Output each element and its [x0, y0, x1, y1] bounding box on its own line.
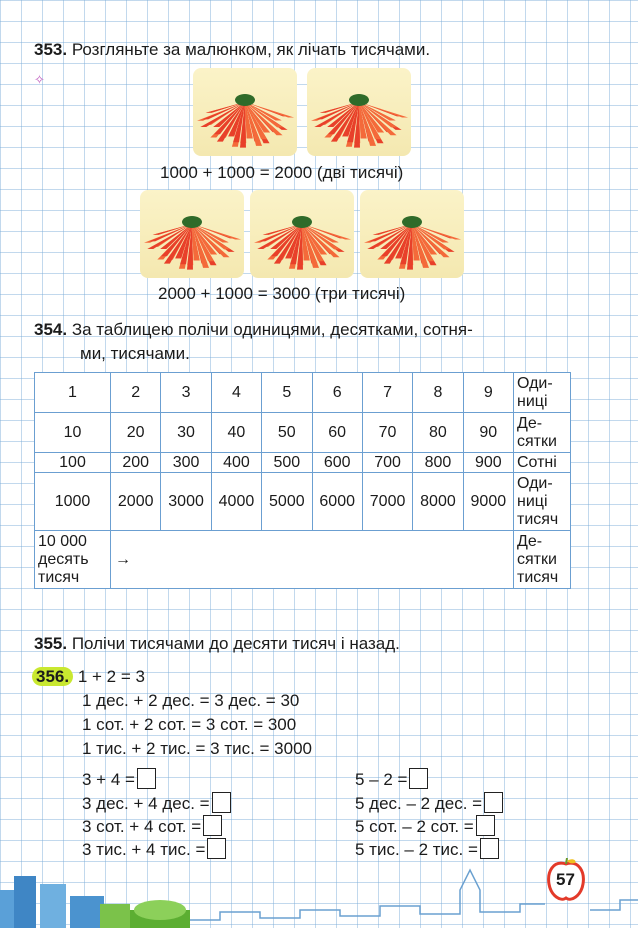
- table-cell: 20: [111, 413, 161, 453]
- table-cell: 500: [262, 453, 312, 473]
- example-line: 1 тис. + 2 тис. = 3 тис. = 3000: [82, 739, 312, 758]
- task-text: Розгляньте за малюнком, як лічать тисячами.: [71, 40, 431, 59]
- star-icon: ✧: [34, 72, 45, 87]
- bundle-knot: [182, 216, 202, 228]
- table-cell: 2: [111, 373, 161, 413]
- unit-label-cell: Де- сятки тисяч: [514, 531, 571, 589]
- arrow-cell: →: [111, 531, 514, 589]
- table-cell: 40: [211, 413, 261, 453]
- example-line: 1 дес. + 2 дес. = 3 дес. = 30: [82, 691, 300, 710]
- exercise-text: 3 + 4 =: [82, 770, 135, 789]
- table-row: [35, 531, 571, 589]
- table-cell: 4000: [211, 473, 261, 531]
- bundle-icon: [360, 190, 464, 278]
- table-cell: 80: [413, 413, 463, 453]
- equation-2: 2000 + 1000 = 3000 (три тисячі): [158, 284, 406, 303]
- table-cell: 5000: [262, 473, 312, 531]
- bundle-icon: [307, 68, 411, 156]
- exercise-right: [355, 792, 503, 814]
- unit-label-cell: Оди- ниці: [514, 373, 571, 413]
- table-cell: 1: [35, 373, 111, 413]
- table-cell: 800: [413, 453, 463, 473]
- task-text: Полічи тисячами до десяти тисяч і назад.: [71, 634, 400, 653]
- exercise-text: 5 дес. – 2 дес. =: [355, 794, 483, 813]
- thousand-bundle-image: [193, 68, 297, 156]
- table-cell: 2000: [111, 473, 161, 531]
- exercise-text: 3 тис. + 4 тис. =: [82, 840, 206, 859]
- exercise-text: 5 – 2 =: [355, 770, 408, 789]
- table-cell: 6: [312, 373, 362, 413]
- table-cell: 600: [312, 453, 362, 473]
- thousand-bundle-image: [140, 190, 244, 278]
- answer-box[interactable]: [484, 792, 503, 813]
- bundle-knot: [349, 94, 369, 106]
- exercise-left: [82, 768, 156, 790]
- example-line: 1 + 2 = 3: [77, 667, 145, 686]
- exercise-left: [82, 815, 222, 837]
- answer-box[interactable]: [212, 792, 231, 813]
- task-number: 353.: [34, 40, 68, 59]
- table-cell: 7000: [362, 473, 412, 531]
- table-cell: 8: [413, 373, 463, 413]
- table-row: [35, 453, 571, 473]
- task-354-heading: [34, 318, 473, 342]
- exercise-right: [355, 768, 428, 790]
- table-row: [35, 413, 571, 453]
- unit-label-cell: Де- сятки: [514, 413, 571, 453]
- answer-box[interactable]: [476, 815, 495, 836]
- equation-1: 1000 + 1000 = 2000 (дві тисячі): [160, 163, 404, 182]
- task-number: 354.: [34, 320, 68, 339]
- table-cell: 700: [362, 453, 412, 473]
- table-cell: 4: [211, 373, 261, 413]
- bundle-icon: [250, 190, 354, 278]
- exercise-left: [82, 792, 231, 814]
- page-number: 57: [556, 870, 575, 889]
- bundle-icon: [140, 190, 244, 278]
- table-cell: 90: [463, 413, 513, 453]
- table-cell: 10 000 десять тисяч: [35, 531, 111, 589]
- table-cell: 6000: [312, 473, 362, 531]
- table-cell: 50: [262, 413, 312, 453]
- table-cell: 400: [211, 453, 261, 473]
- task-number: 356.: [32, 667, 73, 686]
- thousand-bundle-image: [307, 68, 411, 156]
- table-cell: 300: [161, 453, 211, 473]
- exercise-text: 5 сот. – 2 сот. =: [355, 817, 474, 836]
- task-353-heading: [34, 38, 430, 62]
- place-value-table: [34, 372, 571, 589]
- exercise-right: [355, 815, 495, 837]
- table-row: [35, 473, 571, 531]
- example-line: 1 сот. + 2 сот. = 3 сот. = 300: [82, 715, 297, 734]
- table-cell: 3: [161, 373, 211, 413]
- bundle-knot: [292, 216, 312, 228]
- table-cell: 900: [463, 453, 513, 473]
- table-cell: 9000: [463, 473, 513, 531]
- table-cell: 60: [312, 413, 362, 453]
- table-cell: 5: [262, 373, 312, 413]
- unit-label-cell: Сотні: [514, 453, 571, 473]
- answer-box[interactable]: [409, 768, 428, 789]
- answer-box[interactable]: [480, 838, 499, 859]
- thousand-bundle-image: [360, 190, 464, 278]
- exercise-right: [355, 838, 499, 860]
- exercise-left: [82, 838, 226, 860]
- task-355-heading: [34, 632, 400, 656]
- table-cell: 100: [35, 453, 111, 473]
- table-cell: 9: [463, 373, 513, 413]
- table-cell: 3000: [161, 473, 211, 531]
- answer-box[interactable]: [207, 838, 226, 859]
- task-number: 355.: [34, 634, 68, 653]
- table-cell: 7: [362, 373, 412, 413]
- answer-box[interactable]: [203, 815, 222, 836]
- table-cell: 70: [362, 413, 412, 453]
- thousand-bundle-image: [250, 190, 354, 278]
- table-cell: 10: [35, 413, 111, 453]
- task-text-continued: ми, тисячами.: [80, 344, 190, 363]
- city-skyline-decoration: [0, 860, 638, 928]
- task-356-heading: [32, 665, 145, 689]
- table-cell: 200: [111, 453, 161, 473]
- bundle-icon: [193, 68, 297, 156]
- task-text: За таблицею полічи одиницями, десятками, сотня-: [71, 320, 473, 339]
- bundle-knot: [402, 216, 422, 228]
- bundle-knot: [235, 94, 255, 106]
- table-cell: 30: [161, 413, 211, 453]
- table-cell: 8000: [413, 473, 463, 531]
- exercise-text: 5 тис. – 2 тис. =: [355, 840, 478, 859]
- table-row: [35, 373, 571, 413]
- exercise-text: 3 дес. + 4 дес. =: [82, 794, 210, 813]
- unit-label-cell: Оди- ниці тисяч: [514, 473, 571, 531]
- exercise-text: 3 сот. + 4 сот. =: [82, 817, 202, 836]
- answer-box[interactable]: [137, 768, 156, 789]
- table-cell: 1000: [35, 473, 111, 531]
